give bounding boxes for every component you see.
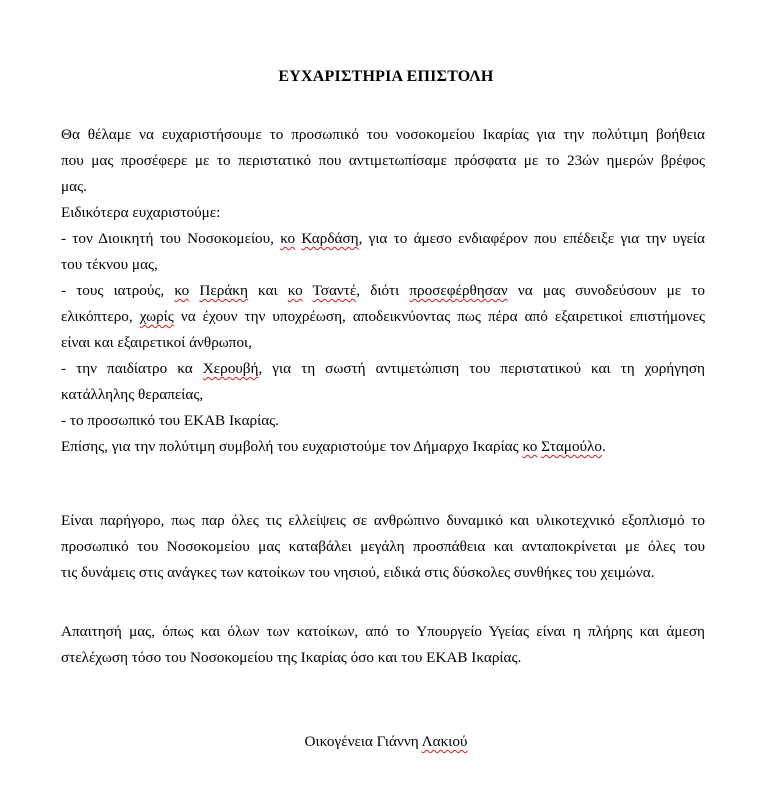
text-run: - τους ιατρούς, [61,282,175,299]
text-run: ελικόπτερο, [61,308,140,325]
signature-text: Οικογένεια Γιάννη [304,733,422,750]
misspelled-word: Λακιού [421,733,468,750]
text-run: . [602,438,606,455]
text-run: να μας συνοδεύσουν με το [507,282,705,299]
text-line [61,356,705,382]
misspelled-word: Περάκη [199,282,248,299]
text-run [189,282,199,299]
text-line [61,226,705,252]
paragraph-demand [61,619,705,671]
text-run [303,282,313,299]
paragraph-thanks [61,122,705,460]
misspelled-word: κο [522,438,538,455]
text-run: Επίσης, για την πολύτιμη συμβολή του ευχαριστούμε τον Δήμαρχο Ικαρίας [61,438,523,455]
text-line: στελέχωση τόσο του Νοσοκομείου της Ικαρίας όσο και του ΕΚΑΒ Ικαρίας. [61,649,522,666]
misspelled-word: Καρδάση [301,230,359,247]
text-line: Θα θέλαμε να ευχαριστήσουμε το προσωπικό του νοσοκομείου Ικαρίας για την πολύτιμη βοήθεια [61,126,705,143]
text-run: , για τη σωστή αντιμετώπιση του περιστατικού και τη χορήγηση [258,360,705,377]
text-run: , διότι [356,282,410,299]
text-run: - τον Διοικητή του Νοσοκομείου, [61,230,281,247]
text-line [61,434,705,460]
misspelled-word: χωρίς [139,308,174,325]
letter-title: ΕΥΧΑΡΙΣΤΗΡΙΑ ΕΠΙΣΤΟΛΗ [278,68,494,85]
text-run: , για το άμεσο ενδιαφέρον που επέδειξε για την υγεία [358,230,706,247]
misspelled-word: κο [287,282,303,299]
misspelled-word: κο [280,230,296,247]
text-line: Είναι παρήγορο, πως παρ όλες τις ελλείψεις σε ανθρώπινο δυναμικό και υλικοτεχνικό εξοπλισμό το [61,512,705,529]
text-run: και [247,282,288,299]
paragraph-staff-effort [61,508,705,586]
text-line: κατάλληλης θεραπείας, [61,386,204,403]
text-line: που μας προσέφερε με το περιστατικό που αντιμετωπίσαμε πρόσφατα με το 23ών ημερών βρέφος [61,152,705,169]
text-line: τις δυνάμεις στις ανάγκες των κατοίκων του νησιού, ειδικά στις δύσκολες συνθήκες του χειμώνα. [61,564,655,581]
text-line: Απαιτησή μας, όπως και όλων των κατοίκων, από το Υπουργείο Υγείας είναι η πλήρης και άμεση [61,623,705,640]
text-line: προσωπικό του Νοσοκομείου μας καταβάλει μεγάλη προσπάθεια και ανταποκρίνεται με όλες του [61,538,705,555]
misspelled-word: Σταμούλο [541,438,603,455]
text-run: να έχουν την υποχρέωση, αποδεικνύοντας πως πέρα από εξαιρετικοί επιστήμονες [173,308,705,325]
text-line [61,304,705,330]
misspelled-word: Χερουβή [202,360,259,377]
text-line [61,278,705,304]
text-line: Ειδικότερα ευχαριστούμε: [61,204,221,221]
misspelled-word: κο [174,282,190,299]
text-line: του τέκνου μας, [61,256,158,273]
text-line: - το προσωπικό του ΕΚΑΒ Ικαρίας. [61,412,279,429]
text-line: μας. [61,178,87,195]
text-run: - την παιδίατρο κα [61,360,203,377]
misspelled-word: προσεφέρθησαν [409,282,508,299]
signature [0,733,772,751]
text-line: είναι και εξαιρετικοί άνθρωποι, [61,334,252,351]
misspelled-word: Τσαντέ [312,282,357,299]
